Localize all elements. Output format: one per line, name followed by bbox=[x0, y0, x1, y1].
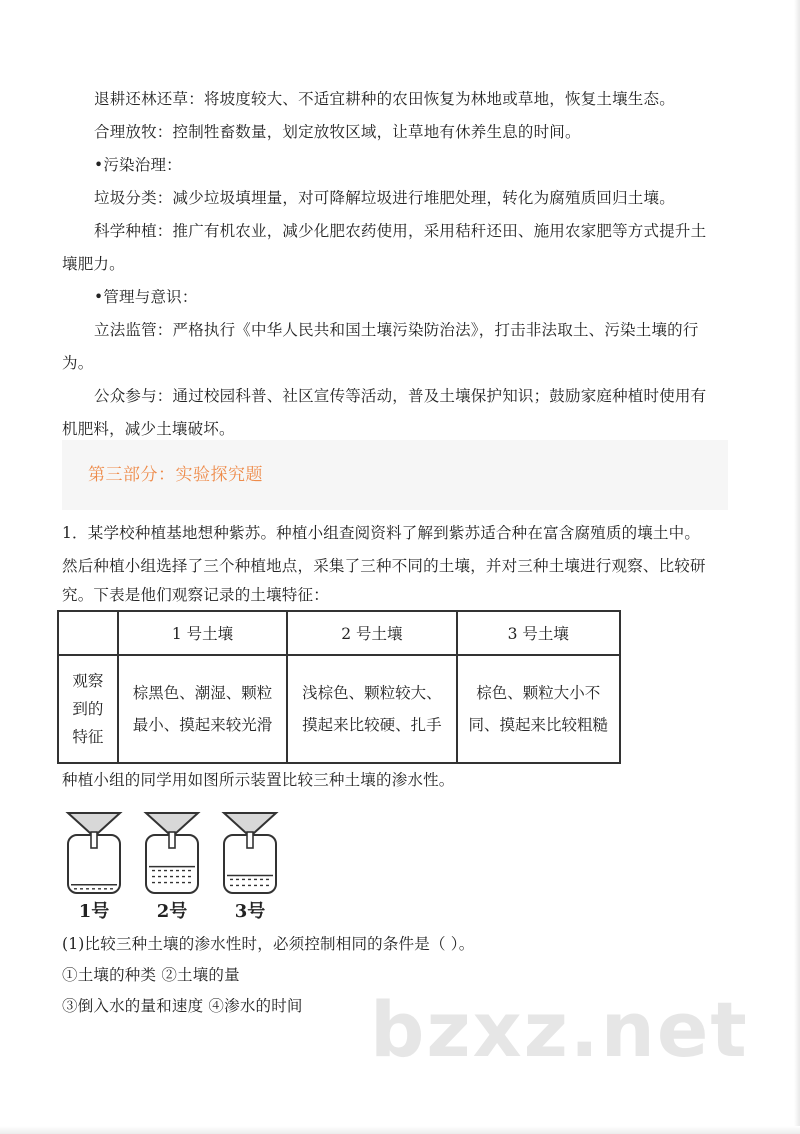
cell-line: 棕黑色、潮湿、颗粒 bbox=[132, 684, 273, 702]
cell-line: 摸起来比较硬、扎手 bbox=[302, 716, 442, 734]
apparatus-jar bbox=[224, 813, 276, 922]
page-edge-right bbox=[794, 0, 800, 1134]
table-row bbox=[58, 655, 620, 763]
cell-line: 棕色、颗粒大小不 bbox=[476, 684, 601, 702]
jar-label: 3号 bbox=[234, 901, 266, 922]
sub-question-stem: (1)比较三种土壤的渗水性时，必须控制相同的条件是（ ）。 bbox=[62, 935, 475, 953]
funnel-stem bbox=[91, 832, 97, 848]
table-header-empty bbox=[58, 611, 118, 655]
paragraph-public-line2: 机肥料，减少土壤破坏。 bbox=[62, 420, 235, 438]
table-header-soil-3: 3 号土壤 bbox=[457, 611, 620, 655]
options-1-2: ①土壤的种类 ②土壤的量 bbox=[62, 966, 240, 984]
jar-label: 1号 bbox=[78, 901, 110, 922]
funnel-icon bbox=[68, 813, 120, 833]
row-label-line: 特征 bbox=[72, 728, 104, 746]
table-header-soil-2: 2 号土壤 bbox=[287, 611, 456, 655]
funnel-stem bbox=[247, 832, 253, 848]
row-label-line: 观察 bbox=[72, 672, 104, 690]
cell-line: 最小、摸起来较光滑 bbox=[132, 716, 273, 734]
question-line1: 1．某学校种植基地想种紫苏。种植小组查阅资料了解到紫苏适合种在富含腐殖质的壤土中。 bbox=[62, 524, 701, 542]
paragraph-garbage: 垃圾分类：减少垃圾填埋量，对可降解垃圾进行堆肥处理，转化为腐殖质回归土壤。 bbox=[94, 189, 675, 207]
paragraph-public-line1: 公众参与：通过校园科普、社区宣传等活动，普及土壤保护知识；鼓励家庭种植时使用有 bbox=[94, 387, 707, 405]
funnel-icon bbox=[224, 813, 276, 833]
apparatus-jar bbox=[146, 813, 198, 922]
jar-label: 2号 bbox=[156, 901, 188, 922]
paragraph-legislation-line1: 立法监管：严格执行《中华人民共和国土壤污染防治法》，打击非法取土、污染土壤的行 bbox=[94, 321, 699, 339]
options-3-4: ③倒入水的量和速度 ④渗水的时间 bbox=[62, 997, 303, 1015]
paragraph-grazing: 合理放牧：控制牲畜数量，划定放牧区域，让草地有休养生息的时间。 bbox=[94, 123, 581, 141]
watermark: bzxz.net bbox=[370, 985, 749, 1074]
bullet-pollution: •污染治理： bbox=[94, 156, 182, 174]
paragraph-return-farmland: 退耕还林还草：将坡度较大、不适宜耕种的农田恢复为林地或草地，恢复土壤生态。 bbox=[94, 90, 675, 108]
funnel-stem bbox=[169, 832, 175, 848]
row-label-line: 到的 bbox=[72, 700, 104, 718]
cell-line: 浅棕色、颗粒较大、 bbox=[302, 684, 442, 702]
page-edge-bottom bbox=[0, 1126, 800, 1134]
soil-features-table bbox=[57, 610, 621, 764]
paragraph-legislation-line2: 为。 bbox=[62, 354, 94, 372]
table-cell-soil-3 bbox=[457, 655, 620, 763]
table-header-row bbox=[58, 611, 620, 655]
table-header-soil-1: 1 号土壤 bbox=[118, 611, 287, 655]
paragraph-planting-line1: 科学种植：推广有机农业，减少化肥农药使用，采用秸秆还田、施用农家肥等方式提升土 bbox=[94, 222, 707, 240]
cell-line: 同、摸起来比较粗糙 bbox=[468, 716, 609, 734]
funnel-icon bbox=[146, 813, 198, 833]
question-line3: 究。下表是他们观察记录的土壤特征： bbox=[62, 586, 329, 604]
table-row-label bbox=[58, 655, 118, 763]
paragraph-planting-line2: 壤肥力。 bbox=[62, 255, 125, 273]
apparatus-jar bbox=[68, 813, 120, 922]
table-cell-soil-2 bbox=[287, 655, 456, 763]
figure-intro: 种植小组的同学用如图所示装置比较三种土壤的渗水性。 bbox=[62, 771, 455, 789]
section-title: 第三部分：实验探究题 bbox=[88, 465, 263, 485]
bullet-management: •管理与意识： bbox=[94, 288, 198, 306]
seepage-apparatus-figure bbox=[60, 805, 300, 925]
question-line2: 然后种植小组选择了三个种植地点，采集了三种不同的土壤，并对三种土壤进行观察、比较研 bbox=[62, 557, 706, 575]
table-cell-soil-1 bbox=[118, 655, 287, 763]
